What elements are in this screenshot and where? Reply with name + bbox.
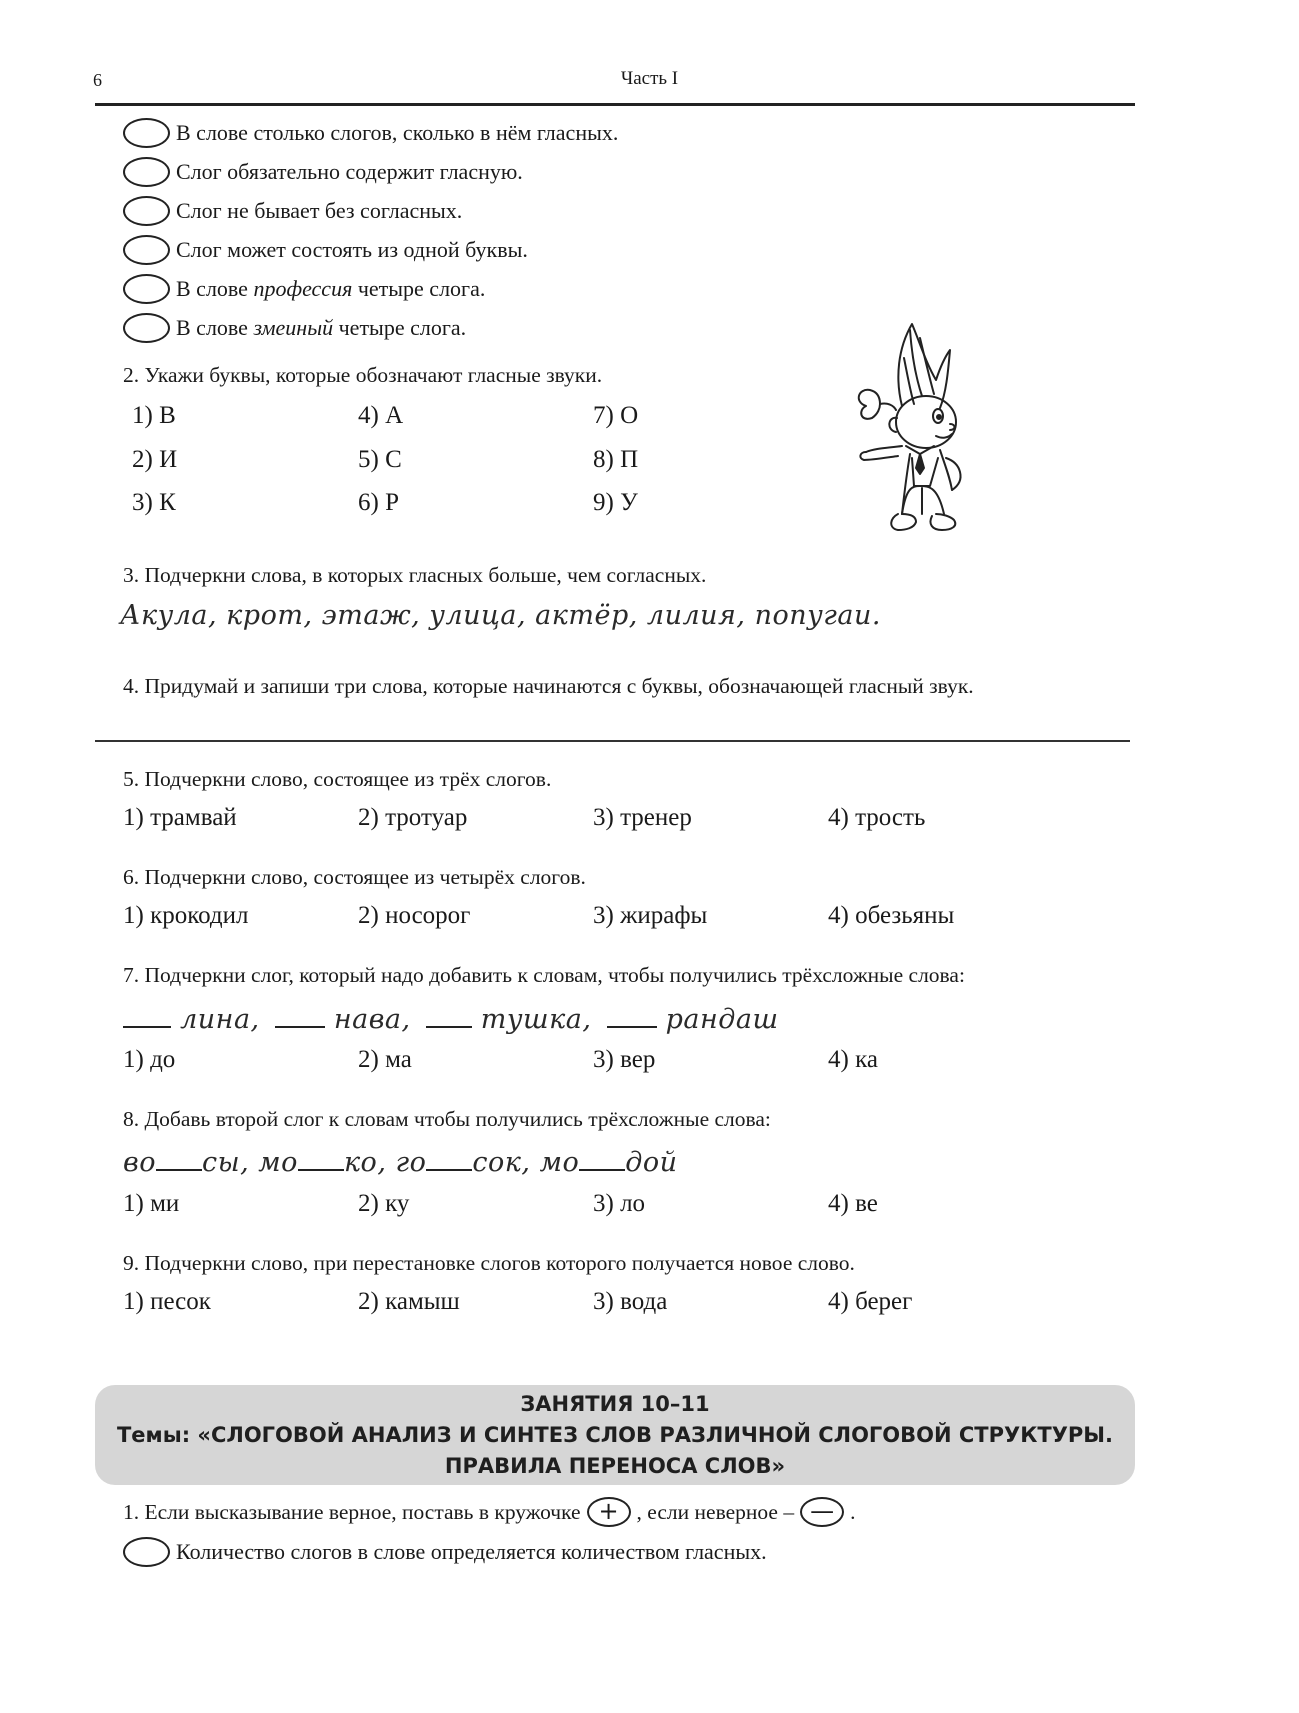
handwritten-word-list: Акула, крот, этаж, улица, актёр, лилия, попугаи.	[120, 600, 882, 631]
answer-oval[interactable]	[123, 157, 170, 187]
instruction-text: , если неверное –	[636, 1499, 795, 1524]
option[interactable]: 2) ма	[358, 1046, 412, 1073]
word-part: лина,	[180, 1004, 260, 1035]
answer-oval[interactable]	[123, 118, 170, 148]
lesson-topic-line-2: ПРАВИЛА ПЕРЕНОСА СЛОВ»	[444, 1454, 786, 1478]
word-start: во	[123, 1147, 156, 1178]
blank[interactable]	[298, 1151, 344, 1171]
task-2-title: 2. Укажи буквы, которые обозначают гласные звуки.	[123, 363, 603, 387]
option[interactable]: 3) вер	[593, 1046, 656, 1073]
option[interactable]: 2) тротуар	[358, 804, 468, 831]
option[interactable]: 2) носорог	[358, 902, 471, 929]
statement-5	[123, 274, 485, 304]
word-part: нава,	[333, 1004, 411, 1035]
statement-6	[123, 313, 466, 343]
part-title: Часть I	[620, 68, 679, 89]
page-number: 6	[93, 70, 102, 90]
option[interactable]: 3) тренер	[593, 804, 692, 831]
word-part: рандаш	[665, 1004, 779, 1035]
answer-line[interactable]	[95, 740, 1130, 742]
option[interactable]: 6) Р	[358, 489, 399, 516]
word-end: сы,	[201, 1147, 250, 1178]
word-start: мо	[539, 1147, 580, 1178]
lesson-topic-line-1: Темы: «СЛОГОВОЙ АНАЛИЗ И СИНТЕЗ СЛОВ РАЗЛИЧНОЙ СЛОГОВОЙ СТРУКТУРЫ.	[116, 1423, 1114, 1447]
word-end: ко,	[343, 1147, 387, 1178]
option[interactable]: 3) ло	[593, 1190, 646, 1217]
word-end: сок,	[472, 1147, 531, 1178]
statement-text: Слог обязательно содержит гласную.	[176, 159, 523, 184]
blank[interactable]	[426, 1151, 472, 1171]
instruction-text: .	[850, 1499, 856, 1524]
lesson-task-1-title	[123, 1497, 855, 1527]
task-8-title: 8. Добавь второй слог к словам чтобы получились трёхсложные слова:	[123, 1107, 771, 1131]
answer-oval[interactable]	[123, 274, 170, 304]
cartoon-character-illustration	[840, 318, 1000, 543]
statement-text: В слове змеиный четыре слога.	[176, 315, 467, 340]
lesson-number: ЗАНЯТИЯ 10–11	[520, 1392, 710, 1416]
blank[interactable]	[156, 1151, 202, 1171]
task-3-title: 3. Подчеркни слова, в которых гласных больше, чем согласных.	[123, 563, 707, 587]
answer-oval[interactable]	[123, 235, 170, 265]
word-start: го	[395, 1147, 427, 1178]
option[interactable]: 4) А	[358, 402, 404, 429]
statement-text: В слове столько слогов, сколько в нём гласных.	[176, 120, 619, 145]
header-divider	[95, 103, 1135, 106]
blank[interactable]	[275, 1008, 325, 1028]
option[interactable]: 4) ве	[828, 1190, 878, 1217]
option[interactable]: 1) В	[132, 402, 176, 429]
blank[interactable]	[579, 1151, 625, 1171]
option[interactable]: 4) берег	[828, 1288, 913, 1315]
statement-text: В слове профессия четыре слога.	[176, 276, 486, 301]
statement-2	[123, 157, 523, 187]
task-5-title: 5. Подчеркни слово, состоящее из трёх слогов.	[123, 767, 552, 791]
option[interactable]: 9) У	[593, 489, 638, 516]
word-end: дой	[625, 1147, 678, 1178]
lesson-banner	[95, 1385, 1135, 1485]
option[interactable]: 5) С	[358, 446, 402, 473]
statement-4	[123, 235, 528, 265]
option[interactable]: 2) И	[132, 446, 178, 473]
lesson-statement-1	[123, 1537, 767, 1567]
handwritten-word-blanks	[123, 1004, 779, 1035]
option[interactable]: 1) крокодил	[123, 902, 249, 929]
plus-circle-icon: +	[587, 1497, 631, 1527]
word-start: мо	[258, 1147, 298, 1178]
answer-oval[interactable]	[123, 313, 170, 343]
handwritten-syllable-blanks	[123, 1147, 678, 1178]
option[interactable]: 3) К	[132, 489, 176, 516]
option[interactable]: 4) трость	[828, 804, 926, 831]
instruction-text: 1. Если высказывание верное, поставь в кружочке	[123, 1499, 581, 1524]
blank[interactable]	[607, 1008, 657, 1028]
statement-1	[123, 118, 618, 148]
task-9-title: 9. Подчеркни слово, при перестановке слогов которого получается новое слово.	[123, 1251, 855, 1275]
word-part: тушка,	[480, 1004, 592, 1035]
blank[interactable]	[426, 1008, 472, 1028]
statement-text: Слог может состоять из одной буквы.	[176, 237, 528, 262]
option[interactable]: 3) жирафы	[593, 902, 708, 929]
answer-oval[interactable]	[123, 1537, 170, 1567]
option[interactable]: 1) трамвай	[123, 804, 237, 831]
task-4-title: 4. Придумай и запиши три слова, которые начинаются с буквы, обозначающей гласный звук.	[123, 674, 974, 698]
option[interactable]: 4) обезьяны	[828, 902, 955, 929]
statement-text: Слог не бывает без согласных.	[176, 198, 463, 223]
task-7-title: 7. Подчеркни слог, который надо добавить к словам, чтобы получились трёхсложные слова:	[123, 963, 965, 987]
option[interactable]: 3) вода	[593, 1288, 668, 1315]
blank[interactable]	[123, 1008, 171, 1028]
option[interactable]: 7) О	[593, 402, 639, 429]
answer-oval[interactable]	[123, 196, 170, 226]
option[interactable]: 2) камыш	[358, 1288, 460, 1315]
statement-text: Количество слогов в слове определяется количеством гласных.	[176, 1539, 767, 1564]
task-6-title: 6. Подчеркни слово, состоящее из четырёх слогов.	[123, 865, 586, 889]
minus-circle-icon: —	[800, 1497, 844, 1527]
option[interactable]: 2) ку	[358, 1190, 410, 1217]
option[interactable]: 8) П	[593, 446, 639, 473]
option[interactable]: 1) до	[123, 1046, 176, 1073]
option[interactable]: 1) ми	[123, 1190, 180, 1217]
option[interactable]: 1) песок	[123, 1288, 211, 1315]
statement-3	[123, 196, 462, 226]
option[interactable]: 4) ка	[828, 1046, 878, 1073]
